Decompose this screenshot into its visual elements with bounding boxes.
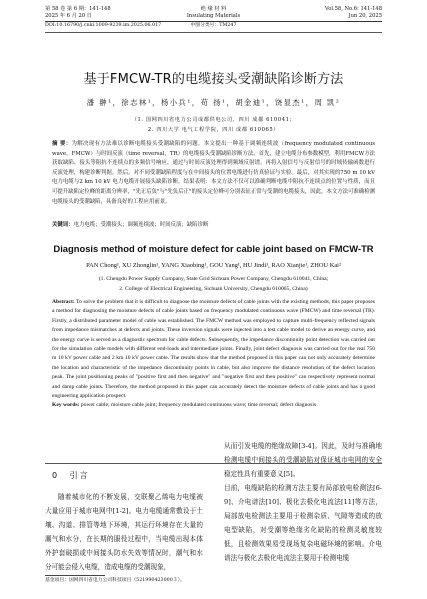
footnote-divider	[45, 575, 105, 576]
header-divider	[45, 21, 382, 22]
abstract-label-cn: 摘 要：	[52, 141, 72, 147]
keywords-label-cn: 关键词：	[52, 222, 74, 228]
abstract-en	[52, 298, 375, 411]
keywords-text-en: power cable; moisture cable joint; frequency modulated continuous wave; time reversal; defect diagnosis	[80, 402, 317, 409]
article-title-cn: 基于FMCW-TR的电缆接头受潮缺陷诊断方法	[83, 72, 344, 87]
journal-name-cn: 绝 缘 材 料	[200, 6, 227, 12]
journal-name-en: Insulating Materials	[186, 13, 241, 19]
abstract-cn	[52, 140, 375, 207]
authors-cn: 潘 翀¹，徐志林¹，杨小兵¹，苟 扬¹，胡金迪¹，饶显杰¹，周 凯²	[86, 98, 341, 107]
header-right	[325, 6, 382, 20]
affiliation-cn-1: （1. 国网四川省电力公司成都供电公司，四川 成都 610041；	[131, 117, 296, 123]
body-column-right: 从而引发电缆的绝缘故障[3-4]。因此，及时与准确地检测电缆中间接头的受潮缺陷对保证城市电网的安全稳定性具有重要意义[5]。 目前，电缆缺陷的检测方法主要有局部放电检测法[6-9]、介电谱法[10]、极化去极化电流法[11]等方法，局部放电检测法主要用于检测杂质、气隙等造成的放电型缺陷，对受潮等绝缘劣化缺陷的检测灵敏度较低，且检测效果易受现场复杂电磁环境的影响。介电谱法与极化去极化电流法主要用于检测电缆	[224, 442, 382, 562]
article-title-en: Diagnosis method of moisture defect for cable joint based on FMCW-TR	[53, 243, 374, 254]
keywords-cn	[52, 221, 375, 231]
volume-info-en: Vol.58, No.6: 141-148	[324, 6, 382, 12]
funding-footnote: 基金项目：国网四川省电力公司科技项目（521990423000３）。	[45, 578, 185, 583]
section-number: 0	[52, 471, 60, 480]
authors-en: PAN Chong¹, XU Zhonglin¹, YANG Xiaobing¹, GOU Yang¹, HU Jindi¹, RAO Xianjie¹, ZHOU Kai²	[86, 262, 341, 269]
keywords-label-en: Key words:	[52, 402, 80, 409]
abstract-label-en: Abstract:	[52, 299, 75, 305]
section-heading	[52, 470, 90, 481]
abstract-text-cn: 为解决现有方法难以诊断电缆接头受潮缺陷的问题，本文提出一种基于调频连续波（frequency modulated continuous wave，FMCW）与时间反演（time reversal，TR）的电缆接头受潮缺陷诊断方法。首先，建立电缆分布参数模型，利用FMCW方法获取缺陷、接头等阻抗不连续点的多频信号响应，通过与时间反演处理得到频域反射谱，再将入射信号与反射信号的时域传输函数进行反演处理，构建诊断判据。然后，对不同受潮缺陷程度与在中间接头的位置电缆进行仿真验证与实验。最后，对其实现的750 m 10 kV 电力电缆与2 km 10 kV 电力电缆开展接头缺陷诊断。结果表明：本文方法不仅可以准确判断电缆中阻抗不连续点的位置与性质，而且可提升缺陷定位峰的距离分辨率，"先正后负"与"先负后正"的接头定位峰可分别表征正常与受潮的电缆接头，因此，本文方法可准确检测电缆接头的受潮缺陷，具备良好的工程应用前景。	[52, 141, 375, 205]
issue-date-en: Jun 20, 2025	[348, 13, 382, 19]
meta-divider	[45, 32, 382, 33]
section-title: 引言	[69, 471, 90, 480]
issue-date-cn: 2025 年 6 月 20 日	[45, 13, 92, 19]
doi: DOI:10.16790/j.cnki.1009-9239.im.2025.06.017	[45, 23, 162, 28]
affiliation-en-2: 2. College of Electrical Engineering, Sichuan University, Chengdu 610065, China)	[119, 286, 308, 292]
abstract-text-en: To solve the problem that it is difficult to diagnose the moisture defects of cable joints with the existing methods, this paper proposes a method for diagnosing the moisture defects of cable joints based on frequency modulated continuous wave (FMCW) and time reversal (TR). Firstly, a distributed parameter model of cable was established. The FMCW method was employed to capture multi-frequency reflected signals from impedance mismatches at defects and joints. These inversion signals were injected into a test cable model to derive an energy curve, and the energy curve is served as a diagnostic spectrum for cable defects. Subsequently, the impedance discontinuity point detection was carried out for the simulation cable models with different end-loads and intermediate joints. Finally, joint defect diagnosis was carried out for the real 750 m 10 kV power cable and 2 km 10 kV power cable. The results show that the method proposed in this paper can not only accurately determine the location and characteristic of the impedance discontinuity points in cable, but also improve the distance resolution of the defect location peak. The joint positioning peaks of "positive first and then negative" and "negative first and then positive" can respectively represent normal and damp cable joints. Therefore, the method proposed in this paper can accurately detect the moisture defects of cable joints and has a good engineering application prospect.	[52, 299, 375, 400]
affiliation-en-1: (1. Chengdu Power Supply Company, State Grid Sichuan Power Company, Chengdu 610041, China;	[98, 276, 329, 282]
affiliation-cn-2: 2. 四川大学 电气工程学院，四川 成都 610065）	[147, 127, 280, 133]
body-column-left: 随着城市化的不断发展，交联聚乙烯电力电缆被大量应用于城市电网中[1-2]。电力电缆通常敷设于土壤、沟道、排管等地下环境，其运行环境存在大量的潮气和水分，在长期的服役过程中，当电缆出现本体外护套破损或中间接头防水失效等情况时，潮气和水分可能会侵入电缆，造成电缆的受潮现象，	[45, 493, 203, 571]
volume-info: 第 58 卷 第 6 期：141-148	[45, 6, 111, 12]
classification-code: 中图分类号：TM247	[190, 23, 237, 28]
keywords-text-cn: 电力电缆；受潮接头；调频连续波；时间反演；缺陷诊断	[73, 222, 209, 228]
